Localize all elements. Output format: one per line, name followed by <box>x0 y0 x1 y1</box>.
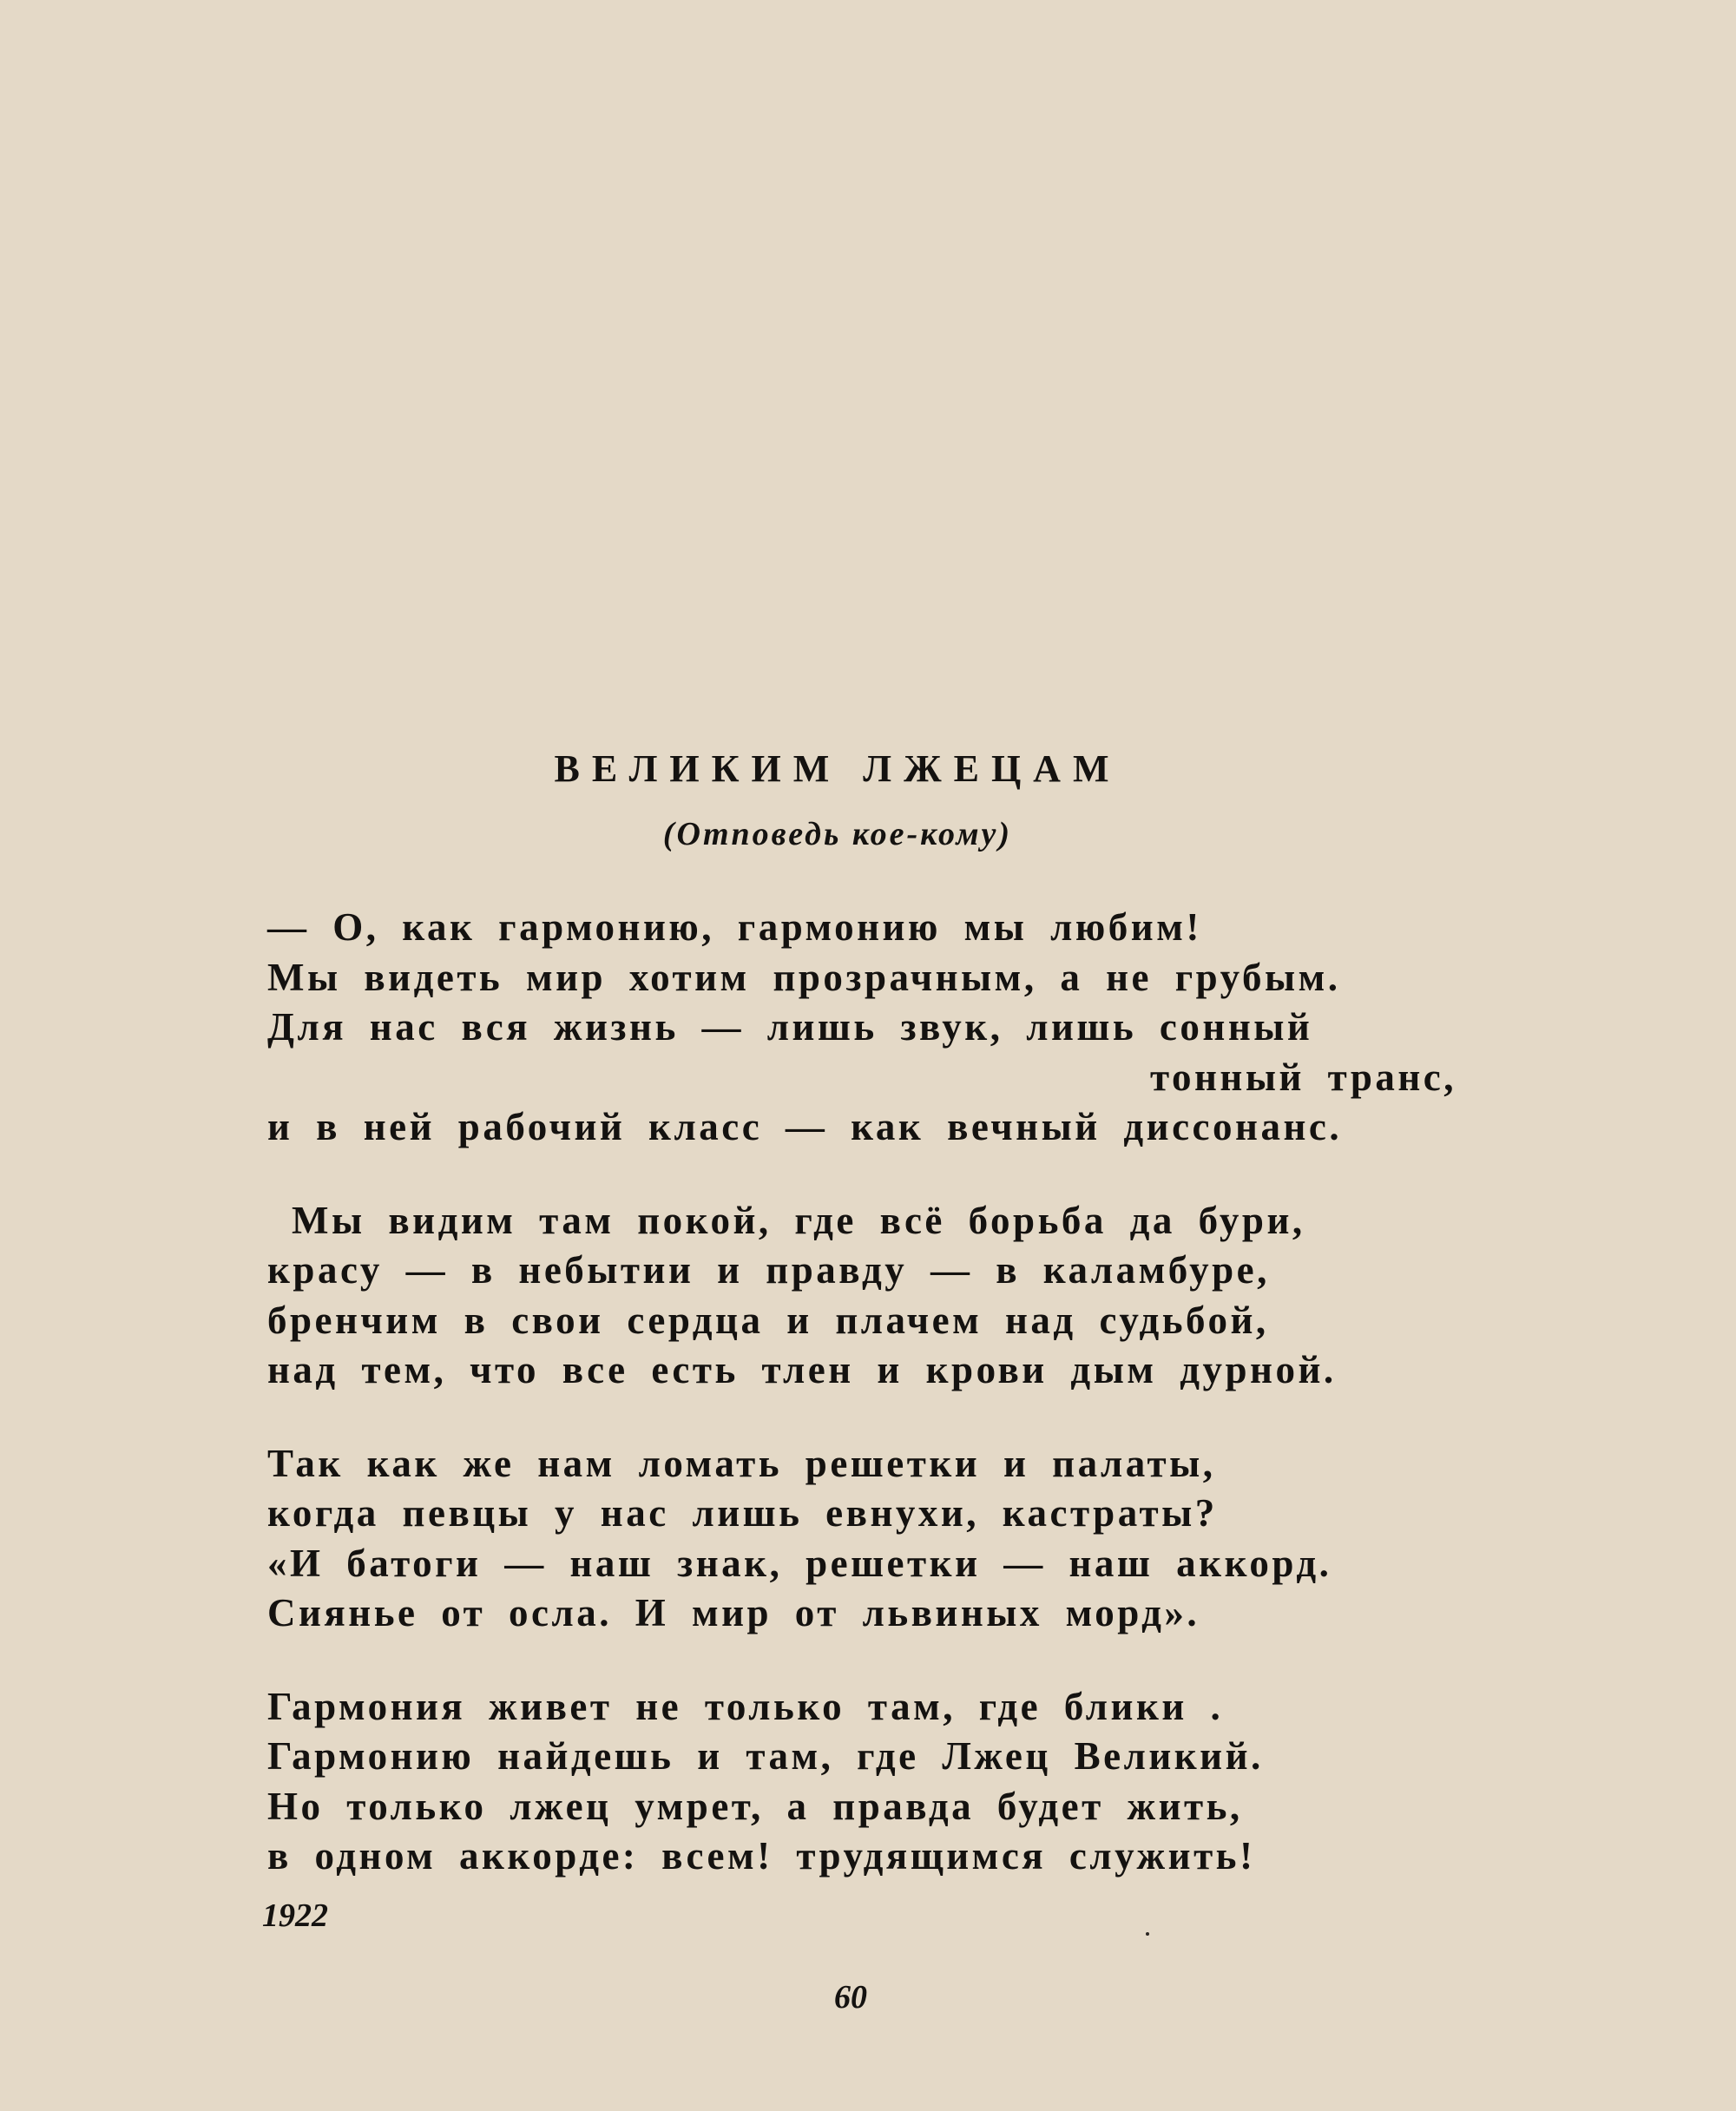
verse-line: Мы видим там покой, где всё борьба да бури, <box>292 1198 1305 1242</box>
verse-line: Сиянье от осла. И мир от львиных морд». <box>267 1591 1200 1634</box>
stanza-gap <box>267 1153 1465 1196</box>
verse-line: Мы видеть мир хотим прозрачным, а не грубым. <box>267 955 1341 999</box>
poem-title: ВЕЛИКИМ ЛЖЕЦАМ <box>554 747 1121 790</box>
stanza-gap <box>267 1396 1465 1439</box>
stanza-3 <box>267 1439 1465 1639</box>
verse-line: когда певцы у нас лишь евнухи, кастраты? <box>267 1491 1218 1535</box>
verse-line: бренчим в свои сердца и плачем над судьбой, <box>267 1298 1269 1342</box>
verse-line: и в ней рабочий класс — как вечный диссонанс. <box>267 1105 1343 1148</box>
verse-line-continuation: тонный транс, <box>1149 1055 1457 1099</box>
verse-line: — О, как гармонию, гармонию мы любим! <box>267 905 1202 949</box>
verse-line: Гармония живет не только там, где блики . <box>267 1684 1224 1728</box>
stanza-2 <box>267 1196 1465 1396</box>
poem-body <box>267 903 1465 1882</box>
print-speck <box>1146 1932 1149 1936</box>
stanza-1 <box>267 903 1465 1153</box>
poem-subtitle: (Отповедь кое-кому) <box>662 816 1013 852</box>
poem-year: 1922 <box>262 1897 328 1934</box>
verse-line: Для нас вся жизнь — лишь звук, лишь сонный <box>267 1005 1313 1049</box>
stanza-4 <box>267 1682 1465 1882</box>
stanza-gap <box>267 1639 1465 1682</box>
verse-line: над тем, что все есть тлен и крови дым дурной. <box>267 1348 1337 1391</box>
verse-line: Так как же нам ломать решетки и палаты, <box>267 1441 1216 1485</box>
page-number: 60 <box>834 1979 867 2016</box>
verse-line: в одном аккорде: всем! трудящимся служить! <box>267 1834 1256 1878</box>
verse-line: Но только лжец умрет, а правда будет жить, <box>267 1784 1243 1828</box>
verse-line: «И батоги — наш знак, решетки — наш аккорд. <box>267 1541 1332 1585</box>
verse-line: красу — в небытии и правду — в каламбуре, <box>267 1248 1270 1292</box>
verse-line: Гармонию найдешь и там, где Лжец Великий. <box>267 1734 1264 1778</box>
